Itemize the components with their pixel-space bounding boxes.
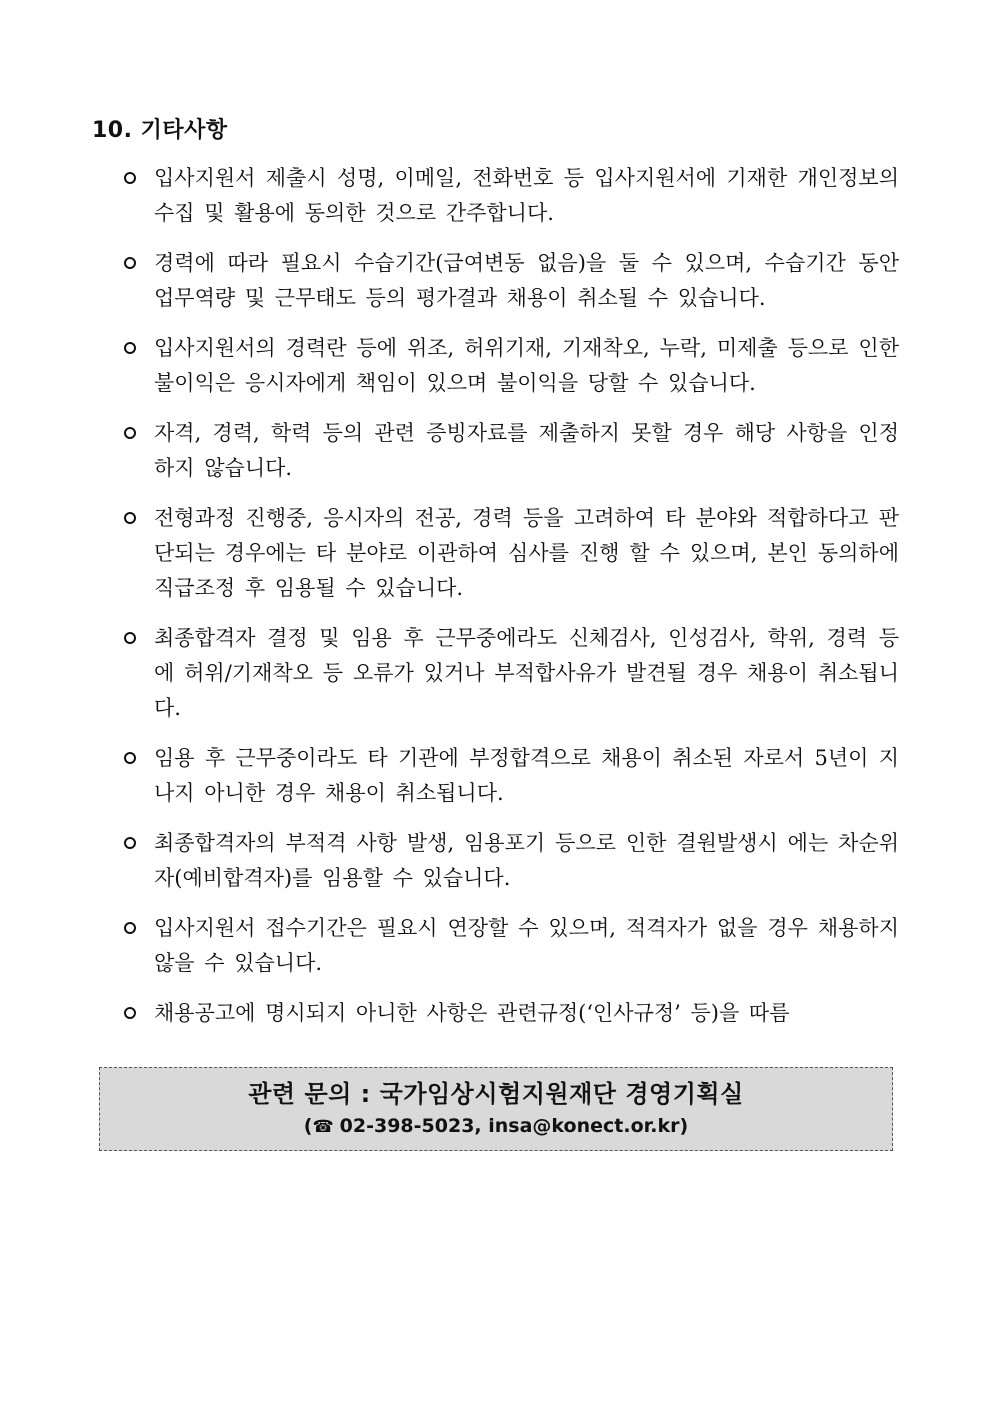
item-text: 최종합격자 결정 및 임용 후 근무중에라도 신체검사, 인성검사, 학위, 경력 등에 허위/기재착오 등 오류가 있거나 부적합사유가 발견될 경우 채용이 취소됩니다. <box>154 626 899 720</box>
phone-number: 02-398-5023 <box>339 1115 475 1137</box>
close-paren: ) <box>679 1115 689 1137</box>
contact-title: 관련 문의 : 국가임상시험지원재단 경영기획실 <box>248 1080 744 1108</box>
list-item <box>124 331 899 401</box>
contact-box <box>99 1067 893 1151</box>
item-text: 입사지원서의 경력란 등에 위조, 허위기재, 기재착오, 누락, 미제출 등으로 인한 불이익은 응시자에게 책임이 있으며 불이익을 당할 수 있습니다. <box>154 336 899 395</box>
hollow-circle-icon <box>124 427 136 439</box>
item-text: 경력에 따라 필요시 수습기간(급여변동 없음)을 둘 수 있으며, 수습기간 동안 업무역량 및 근무태도 등의 평가결과 채용이 취소될 수 있습니다. <box>154 251 899 310</box>
hollow-circle-icon <box>124 837 136 849</box>
list-item <box>124 416 899 486</box>
hollow-circle-icon <box>124 1007 136 1019</box>
item-text: 최종합격자의 부적격 사항 발생, 임용포기 등으로 인한 결원발생시 에는 차순위자(예비합격자)를 임용할 수 있습니다. <box>154 831 899 890</box>
list-item <box>124 246 899 316</box>
hollow-circle-icon <box>124 257 136 269</box>
contact-separator: , <box>474 1115 489 1137</box>
list-item <box>124 621 899 726</box>
hollow-circle-icon <box>124 632 136 644</box>
telephone-icon: ☎ <box>312 1117 334 1137</box>
hollow-circle-icon <box>124 922 136 934</box>
section-title: 10. 기타사항 <box>92 118 228 143</box>
item-text: 자격, 경력, 학력 등의 관련 증빙자료를 제출하지 못할 경우 해당 사항을 인정하지 않습니다. <box>154 421 899 480</box>
notice-list <box>124 161 899 1046</box>
list-item <box>124 911 899 981</box>
hollow-circle-icon <box>124 342 136 354</box>
item-text: 전형과정 진행중, 응시자의 전공, 경력 등을 고려하여 타 분야와 적합하다고 판단되는 경우에는 타 분야로 이관하여 심사를 진행 할 수 있으며, 본인 동의하에 직급조정 후 임용될 수 있습니다. <box>154 506 899 600</box>
item-text: 입사지원서 접수기간은 필요시 연장할 수 있으며, 적격자가 없을 경우 채용하지 않을 수 있습니다. <box>154 916 899 975</box>
item-text: 임용 후 근무중이라도 타 기관에 부정합격으로 채용이 취소된 자로서 5년이 지나지 아니한 경우 채용이 취소됩니다. <box>154 746 899 805</box>
list-item <box>124 161 899 231</box>
item-text: 입사지원서 제출시 성명, 이메일, 전화번호 등 입사지원서에 기재한 개인정보의 수집 및 활용에 동의한 것으로 간주합니다. <box>154 166 899 225</box>
list-item <box>124 741 899 811</box>
hollow-circle-icon <box>124 512 136 524</box>
list-item <box>124 996 899 1031</box>
list-item <box>124 826 899 896</box>
hollow-circle-icon <box>124 752 136 764</box>
contact-detail <box>100 1112 892 1141</box>
open-paren: ( <box>303 1115 313 1137</box>
item-text: 채용공고에 명시되지 아니한 사항은 관련규정(‘인사규정’ 등)을 따름 <box>154 1001 790 1025</box>
email-address: insa@konect.or.kr <box>488 1115 680 1137</box>
hollow-circle-icon <box>124 172 136 184</box>
list-item <box>124 501 899 606</box>
